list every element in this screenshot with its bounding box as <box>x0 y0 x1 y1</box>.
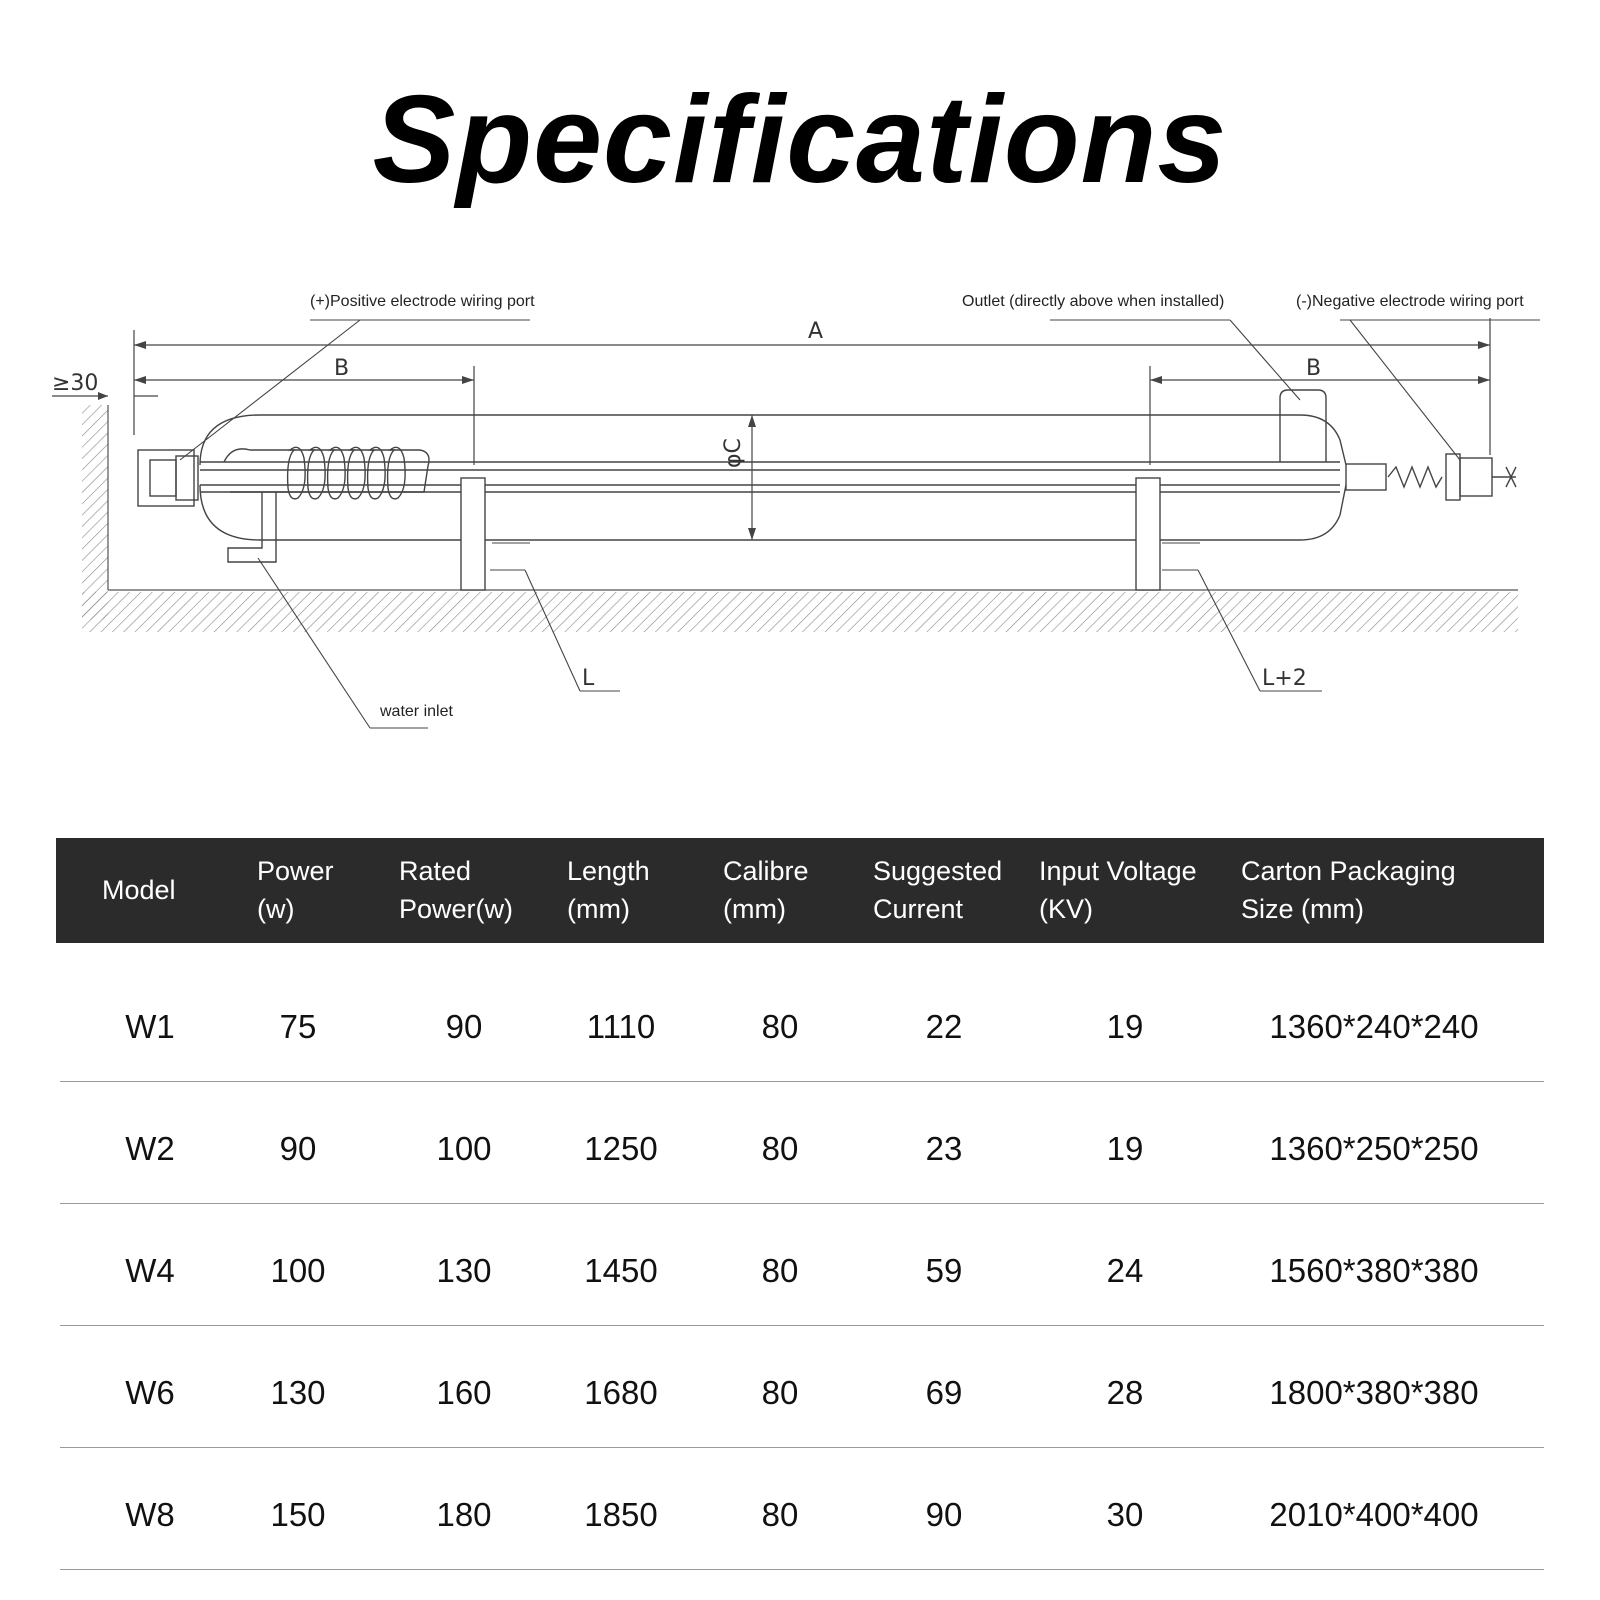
cell-carton-size: 1360*240*240 <box>1269 1008 1479 1045</box>
header-rated-power: Rated Power(w) <box>399 856 514 924</box>
table-header <box>56 838 1544 943</box>
cell-length: 1110 <box>586 1008 656 1045</box>
cell-rated-power: 90 <box>445 1008 483 1045</box>
header-length: Length (mm) <box>567 856 650 924</box>
cell-power: 130 <box>270 1374 326 1411</box>
cell-carton-size: 1800*380*380 <box>1269 1374 1479 1411</box>
cell-power: 100 <box>270 1252 326 1289</box>
cell-calibre: 80 <box>761 1496 799 1533</box>
cell-model: W8 <box>125 1496 175 1533</box>
header-calibre: Calibre (mm) <box>723 856 809 924</box>
cell-power: 75 <box>279 1008 317 1045</box>
negative-port-label: (-)Negative electrode wiring port <box>1296 293 1524 310</box>
dimension-b-right-label: B <box>1306 356 1322 381</box>
cell-voltage: 24 <box>1106 1252 1144 1289</box>
table-row <box>60 1448 1544 1570</box>
cell-rated-power: 180 <box>436 1496 492 1533</box>
cell-model: W1 <box>125 1008 175 1045</box>
positive-port-label: (+)Positive electrode wiring port <box>310 293 535 310</box>
table-row <box>60 1326 1544 1448</box>
cell-current: 59 <box>925 1252 963 1289</box>
cell-rated-power: 100 <box>436 1130 492 1167</box>
clearance-label: ≥30 <box>52 371 99 396</box>
cell-rated-power: 160 <box>436 1374 492 1411</box>
water-inlet-label: water inlet <box>380 703 453 720</box>
cell-length: 1450 <box>584 1252 658 1289</box>
cell-rated-power: 130 <box>436 1252 492 1289</box>
dimension-l-plus-2-label: L+2 <box>1262 666 1307 691</box>
laser-tube-diagram <box>0 280 1600 760</box>
cell-voltage: 19 <box>1106 1130 1144 1167</box>
cell-current: 90 <box>925 1496 963 1533</box>
cell-length: 1250 <box>584 1130 658 1167</box>
cell-model: W4 <box>125 1252 175 1289</box>
cell-model: W2 <box>125 1130 175 1167</box>
header-suggested-current: Suggested Current <box>873 856 1003 924</box>
cell-power: 90 <box>279 1130 317 1167</box>
cell-carton-size: 2010*400*400 <box>1269 1496 1479 1533</box>
dimension-lines <box>52 318 1490 540</box>
cell-calibre: 80 <box>761 1130 799 1167</box>
spec-table <box>56 838 1544 1570</box>
table-row <box>60 1204 1544 1326</box>
cell-current: 23 <box>925 1130 963 1167</box>
cell-carton-size: 1360*250*250 <box>1269 1130 1479 1167</box>
dimension-l-label: L <box>582 666 595 691</box>
laser-tube-body <box>138 390 1516 590</box>
header-model: Model <box>102 875 176 905</box>
cell-voltage: 30 <box>1106 1496 1144 1533</box>
cell-calibre: 80 <box>761 1374 799 1411</box>
dimension-b-left-label: B <box>334 356 350 381</box>
dimension-a-label: A <box>808 319 824 344</box>
dimension-arrows <box>98 341 1490 540</box>
header-power: Power (w) <box>257 856 334 924</box>
table-row <box>60 960 1544 1082</box>
page-title: Specifications <box>372 71 1228 209</box>
cell-length: 1850 <box>584 1496 658 1533</box>
cell-carton-size: 1560*380*380 <box>1269 1252 1479 1289</box>
cell-model: W6 <box>125 1374 175 1411</box>
header-input-voltage: Input Voltage (KV) <box>1039 856 1197 924</box>
header-carton-size: Carton Packaging Size (mm) <box>1241 856 1456 924</box>
cell-calibre: 80 <box>761 1008 799 1045</box>
mounting-surface <box>82 405 1518 632</box>
cell-power: 150 <box>270 1496 326 1533</box>
cell-voltage: 19 <box>1106 1008 1144 1045</box>
cell-length: 1680 <box>584 1374 658 1411</box>
cell-current: 22 <box>925 1008 963 1045</box>
cell-voltage: 28 <box>1106 1374 1144 1411</box>
outlet-label: Outlet (directly above when installed) <box>962 293 1225 310</box>
table-row <box>60 1082 1544 1204</box>
diameter-label: φC <box>721 438 746 468</box>
cell-calibre: 80 <box>761 1252 799 1289</box>
cell-current: 69 <box>925 1374 963 1411</box>
